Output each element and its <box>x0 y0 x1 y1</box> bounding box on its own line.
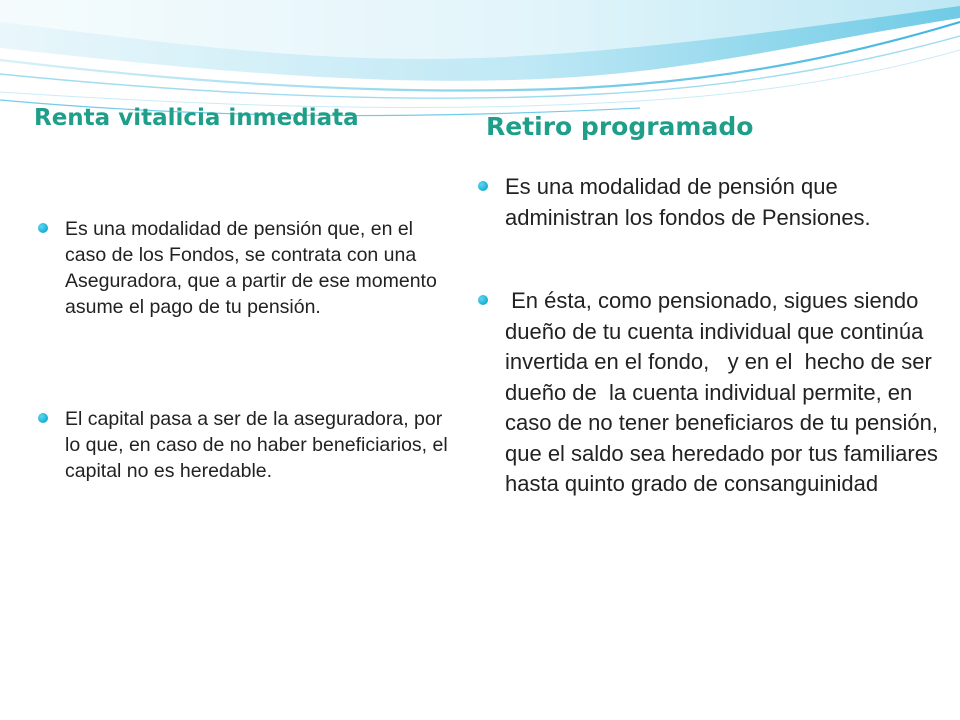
list-item <box>478 172 948 233</box>
bullet-icon <box>478 295 488 305</box>
bullet-text: Es una modalidad de pensión que administran los fondos de Pensiones. <box>505 174 871 230</box>
left-column-heading: Renta vitalicia inmediata <box>34 105 359 131</box>
bullet-icon <box>478 181 488 191</box>
right-column-heading: Retiro programado <box>486 112 754 141</box>
header-wave-decoration <box>0 0 960 120</box>
bullet-icon <box>38 413 48 423</box>
bullet-text: Es una modalidad de pensión que, en el caso de los Fondos, se contrata con una Aseguradora, que a partir de ese momento asume el pago de tu pensión. <box>65 218 443 318</box>
list-item <box>478 286 948 500</box>
right-bullet-list <box>478 172 948 500</box>
left-bullet-list <box>38 216 458 484</box>
bullet-icon <box>38 223 48 233</box>
list-item <box>38 216 458 320</box>
bullet-text: El capital pasa a ser de la aseguradora, por lo que, en caso de no haber beneficiarios, el capital no es heredable. <box>65 408 454 482</box>
list-item <box>38 406 458 484</box>
bullet-text: En ésta, como pensionado, sigues siendo dueño de tu cuenta individual que continúa invertida en el fondo, y en el hecho de ser dueño de la cuenta individual permite, en caso de no tener beneficiaros de tu pensión, que el saldo sea heredado por tus familiares hasta quinto grado de consanguinidad <box>505 288 945 496</box>
